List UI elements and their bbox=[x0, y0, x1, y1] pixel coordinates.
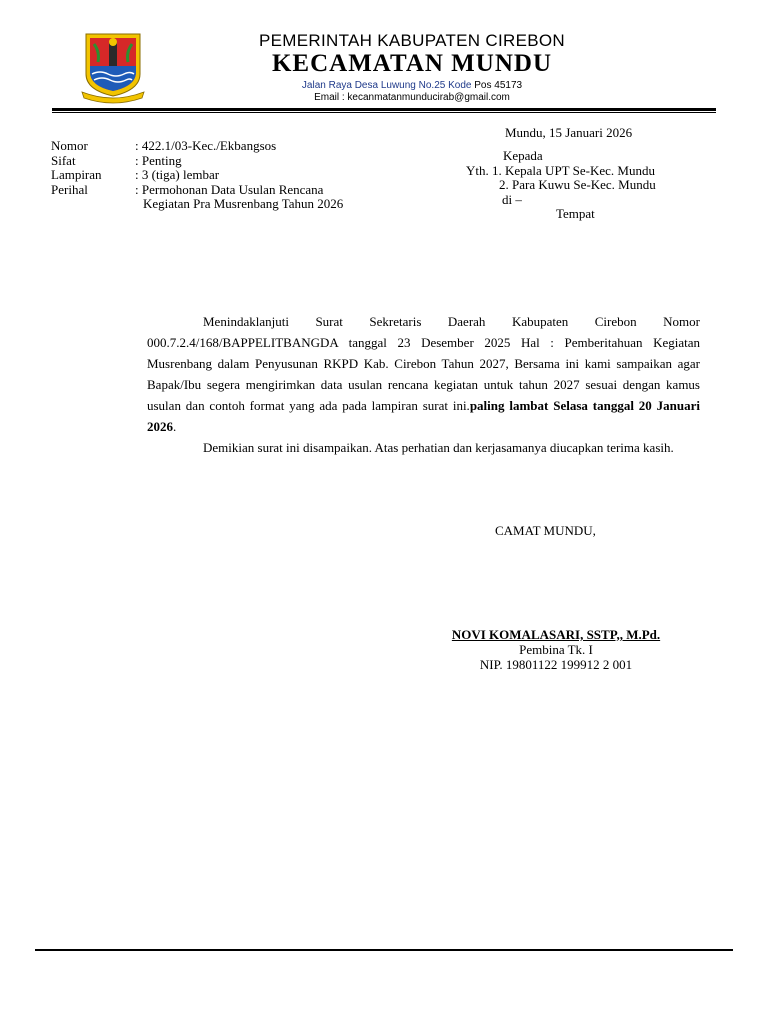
meta-perihal-row bbox=[51, 183, 395, 198]
recipient-tempat: Tempat bbox=[556, 206, 595, 221]
meta-nomor-label: Nomor bbox=[51, 138, 88, 153]
recipient-kepada: Kepada bbox=[503, 148, 543, 163]
letterhead-government: PEMERINTAH KABUPATEN CIREBON bbox=[259, 31, 565, 50]
footer-divider bbox=[35, 949, 733, 951]
recipient-2: 2. Para Kuwu Se-Kec. Mundu bbox=[499, 177, 656, 192]
body-paragraph-1: Menindaklanjuti Surat Sekretaris Daerah Kabupaten Cirebon Nomor 000.7.2.4/168/BAPPELITBANGDA tanggal 23 Desember 2025 Hal : Pemberitahuan Kegiatan Musrenbang dalam Penyusunan RKPD Kab. Cirebon Tahun 2027, Bersama ini kami sampaikan agar Bapak/Ibu segera mengirimkan data usulan rencana kegiatan untuk tahun 2027 sesuai dengan kamus usulan dan contoh format yang ada pada lampiran surat ini.paling lambat Selasa tanggal 20 Januari 2026. bbox=[147, 314, 700, 434]
meta-nomor-value: : 422.1/03-Kec./Ekbangsos bbox=[135, 138, 277, 153]
meta-perihal-label: Perihal bbox=[51, 181, 88, 197]
signatory-nip: NIP. 19801122 199912 2 001 bbox=[479, 657, 633, 672]
letterhead-divider-thin bbox=[52, 112, 716, 113]
body-deadline-bold: paling lambat Selasa tanggal 20 Januari 2026 bbox=[147, 398, 700, 434]
letterhead-address: Jalan Raya Desa Luwung No.25 Kode Pos 45173 bbox=[301, 80, 523, 91]
signatory-rank: Pembina Tk. I bbox=[519, 642, 593, 657]
meta-perihal-row-2 bbox=[51, 197, 395, 212]
recipient-block bbox=[466, 149, 656, 222]
meta-lampiran-label: Lampiran bbox=[51, 167, 102, 182]
meta-perihal-value: : Permohonan Data Usulan Rencana bbox=[135, 181, 324, 197]
body-paragraph-2: Demikian surat ini disampaikan. Atas perhatian dan kerjasamanya diucapkan terima kasih. bbox=[203, 440, 674, 455]
signature-title: CAMAT MUNDU, bbox=[495, 523, 596, 538]
letterhead-office: KECAMATAN MUNDU bbox=[271, 50, 552, 77]
letterhead-divider-thick bbox=[52, 108, 716, 111]
meta-lampiran-value: : 3 (tiga) lembar bbox=[135, 167, 220, 182]
meta-sifat-label: Sifat bbox=[51, 152, 76, 168]
letter-date: Mundu, 15 Januari 2026 bbox=[505, 125, 633, 140]
recipient-1: 1. Kepala UPT Se-Kec. Mundu bbox=[492, 162, 655, 178]
meta-nomor-row bbox=[51, 139, 395, 154]
letter-body bbox=[147, 311, 700, 458]
meta-sifat-value: : Penting bbox=[135, 152, 182, 168]
meta-perihal-value-2: Kegiatan Pra Musrenbang Tahun 2026 bbox=[143, 196, 344, 211]
meta-lampiran-row bbox=[51, 168, 395, 183]
meta-sifat-row bbox=[51, 154, 395, 169]
letter-meta bbox=[51, 139, 395, 212]
letterhead-email: Email : kecanmatanmunducirab@gmail.com bbox=[314, 92, 510, 103]
signatory-name: NOVI KOMALASARI, SSTP,, M.Pd. bbox=[451, 627, 661, 642]
signature-block bbox=[420, 627, 692, 672]
recipient-line-1 bbox=[466, 164, 656, 179]
recipient-di: di – bbox=[502, 191, 522, 207]
recipient-yth: Yth. bbox=[466, 162, 489, 178]
